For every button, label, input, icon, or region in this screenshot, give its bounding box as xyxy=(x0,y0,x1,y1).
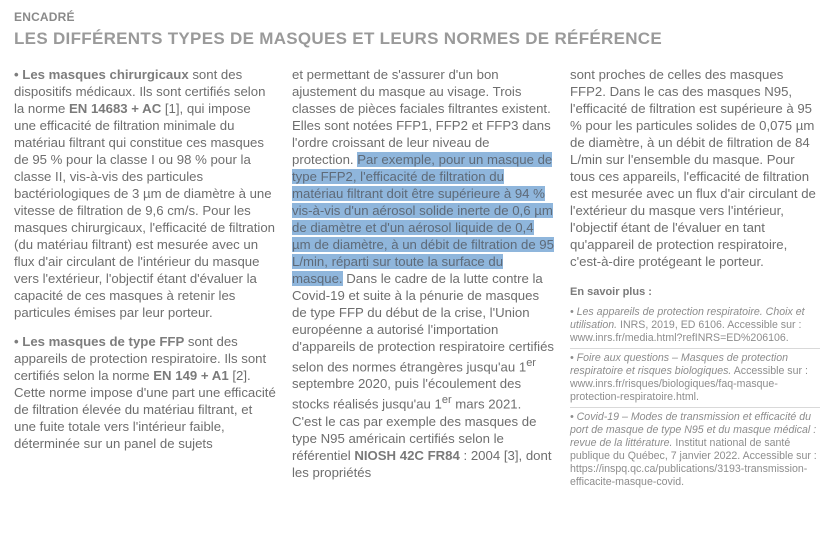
norm-en-14683: EN 14683 + AC xyxy=(68,101,162,116)
superscript-er-2: er xyxy=(441,394,452,407)
col2-text-2: Dans le cadre de la lutte contre la Covid-19 et suite à la pénurie de masques de type FFP du début de la crise, l'Union européenne a autorisé l'importation d'appareils de protection respiratoire certifiés selon des normes étrangères jusqu'au 1 xyxy=(292,271,555,375)
reference-source: Accessible sur : www.inrs.fr/risques/biologiques/faq-masque-protection-respiratoire.html. xyxy=(570,365,808,403)
reference-source: INRS, 2019, ED 6106. Accessible sur : www.inrs.fr/media.html?refINRS=ED%206106. xyxy=(570,319,802,344)
col2-text-3: septembre 2020, puis l'écoulement des stocks réalisés jusqu'au 1 xyxy=(292,376,522,412)
paragraph-ffp-continued xyxy=(292,66,554,481)
paragraph-surgical-masks xyxy=(14,66,276,321)
ffp-masks-lead: • Les masques de type FFP xyxy=(14,334,185,349)
text-column-1 xyxy=(14,66,276,452)
reference-item xyxy=(570,348,820,407)
surgical-text-2: [1], qui impose une efficacité de filtration minimale du matériau filtrant qui constitue ces masques de 95 % pour la classe I ou 98 % pour la classe II, vis-à-vis des particules bactériologiques de 3 µm de diamètre à une vitesse de filtration de 9,6 cm/s. Pour les masques chirurgicaux, l'efficacité de filtration (du matériau filtrant) est mesurée avec un flux d'air circulant de l'intérieur du masque vers l'extérieur, l'objectif étant d'évaluer la capacité de ces masques à retenir les particules émises par leur porteur. xyxy=(14,101,276,320)
reference-source: Institut national de santé publique du Québec, 7 janvier 2022. Accessible sur : https://inspq.qc.ca/publications/3193-transmission-efficacite-masque-covid. xyxy=(570,437,817,488)
paragraph-n95: sont proches de celles des masques FFP2. Dans le cas des masques N95, l'efficacité de filtration est supérieure à 95 % pour les particules solides de 0,075 µm de diamètre, à un débit de filtration de 84 L/min sur l'ensemble du masque. Pour tous ces appareils, l'efficacité de filtration est mesurée avec un flux d'air circulant de l'extérieur du masque vers l'intérieur, l'objectif étant de l'évaluer en tant qu'appareil de protection respiratoire, c'est-à-dire protégeant le porteur. xyxy=(570,67,816,269)
norm-en-149: EN 149 + A1 xyxy=(153,368,229,383)
references-heading: En savoir plus : xyxy=(570,286,652,298)
norm-niosh: NIOSH 42C FR84 xyxy=(354,447,460,463)
reference-item xyxy=(570,407,820,492)
reference-item xyxy=(570,303,820,348)
col2-text-5: : 2004 [3], dont les propriétés xyxy=(292,447,552,480)
col2-text-1: et permettant de s'assurer d'un bon ajustement du masque au visage. Trois classes de pièces faciales filtrantes existent. Elles sont notées FFP1, FFP2 et FFP3 dans l'ordre croissant de leur niveau de protection. xyxy=(292,67,551,167)
surgical-masks-lead: • Les masques chirurgicaux xyxy=(14,67,189,82)
ffp-text-1: sont des appareils de protection respiratoire. Ils sont certifiés selon la norme xyxy=(14,334,267,383)
text-column-2 xyxy=(292,66,554,481)
page-title: LES DIFFÉRENTS TYPES DE MASQUES ET LEURS NORMES DE RÉFÉRENCE xyxy=(14,29,663,48)
reference-title: • Les appareils de protection respiratoire. Choix et utilisation. xyxy=(570,306,805,331)
paragraph-ffp-masks xyxy=(14,333,276,452)
highlighted-selection[interactable]: Par exemple, pour un masque de type FFP2, l'efficacité de filtration du matériau filtrant doit être supérieure à 94 % vis-à-vis d'un aérosol solide inerte de 0,6 µm de diamètre et d'un aérosol liquide de 0,4 µm de diamètre, à un débit de filtration de 95 L/min, réparti sur toute la surface du masque. xyxy=(292,152,554,286)
section-kicker: ENCADRÉ xyxy=(14,10,75,24)
col2-text-4: mars 2021. C'est le cas par exemple des masques de type N95 américain certifiés selon le référentiel xyxy=(292,396,537,463)
ffp-text-2: [2]. Cette norme impose d'une part une efficacité de filtration élevée du matériau filtrant, et une fuite totale vers l'intérieur faible, déterminée sur un panel de sujets xyxy=(14,368,276,451)
reference-title: • Foire aux questions – Masques de protection respiratoire et risques biologiques. xyxy=(570,352,789,377)
surgical-text-1: sont des dispositifs médicaux. Ils sont certifiés selon la norme xyxy=(14,67,266,116)
text-column-3 xyxy=(570,66,820,492)
superscript-er-1: er xyxy=(526,357,536,369)
reference-title: • Covid-19 – Modes de transmission et efficacité du port de masque de type N95 et du masque médical : revue de la littérature. xyxy=(570,411,817,449)
